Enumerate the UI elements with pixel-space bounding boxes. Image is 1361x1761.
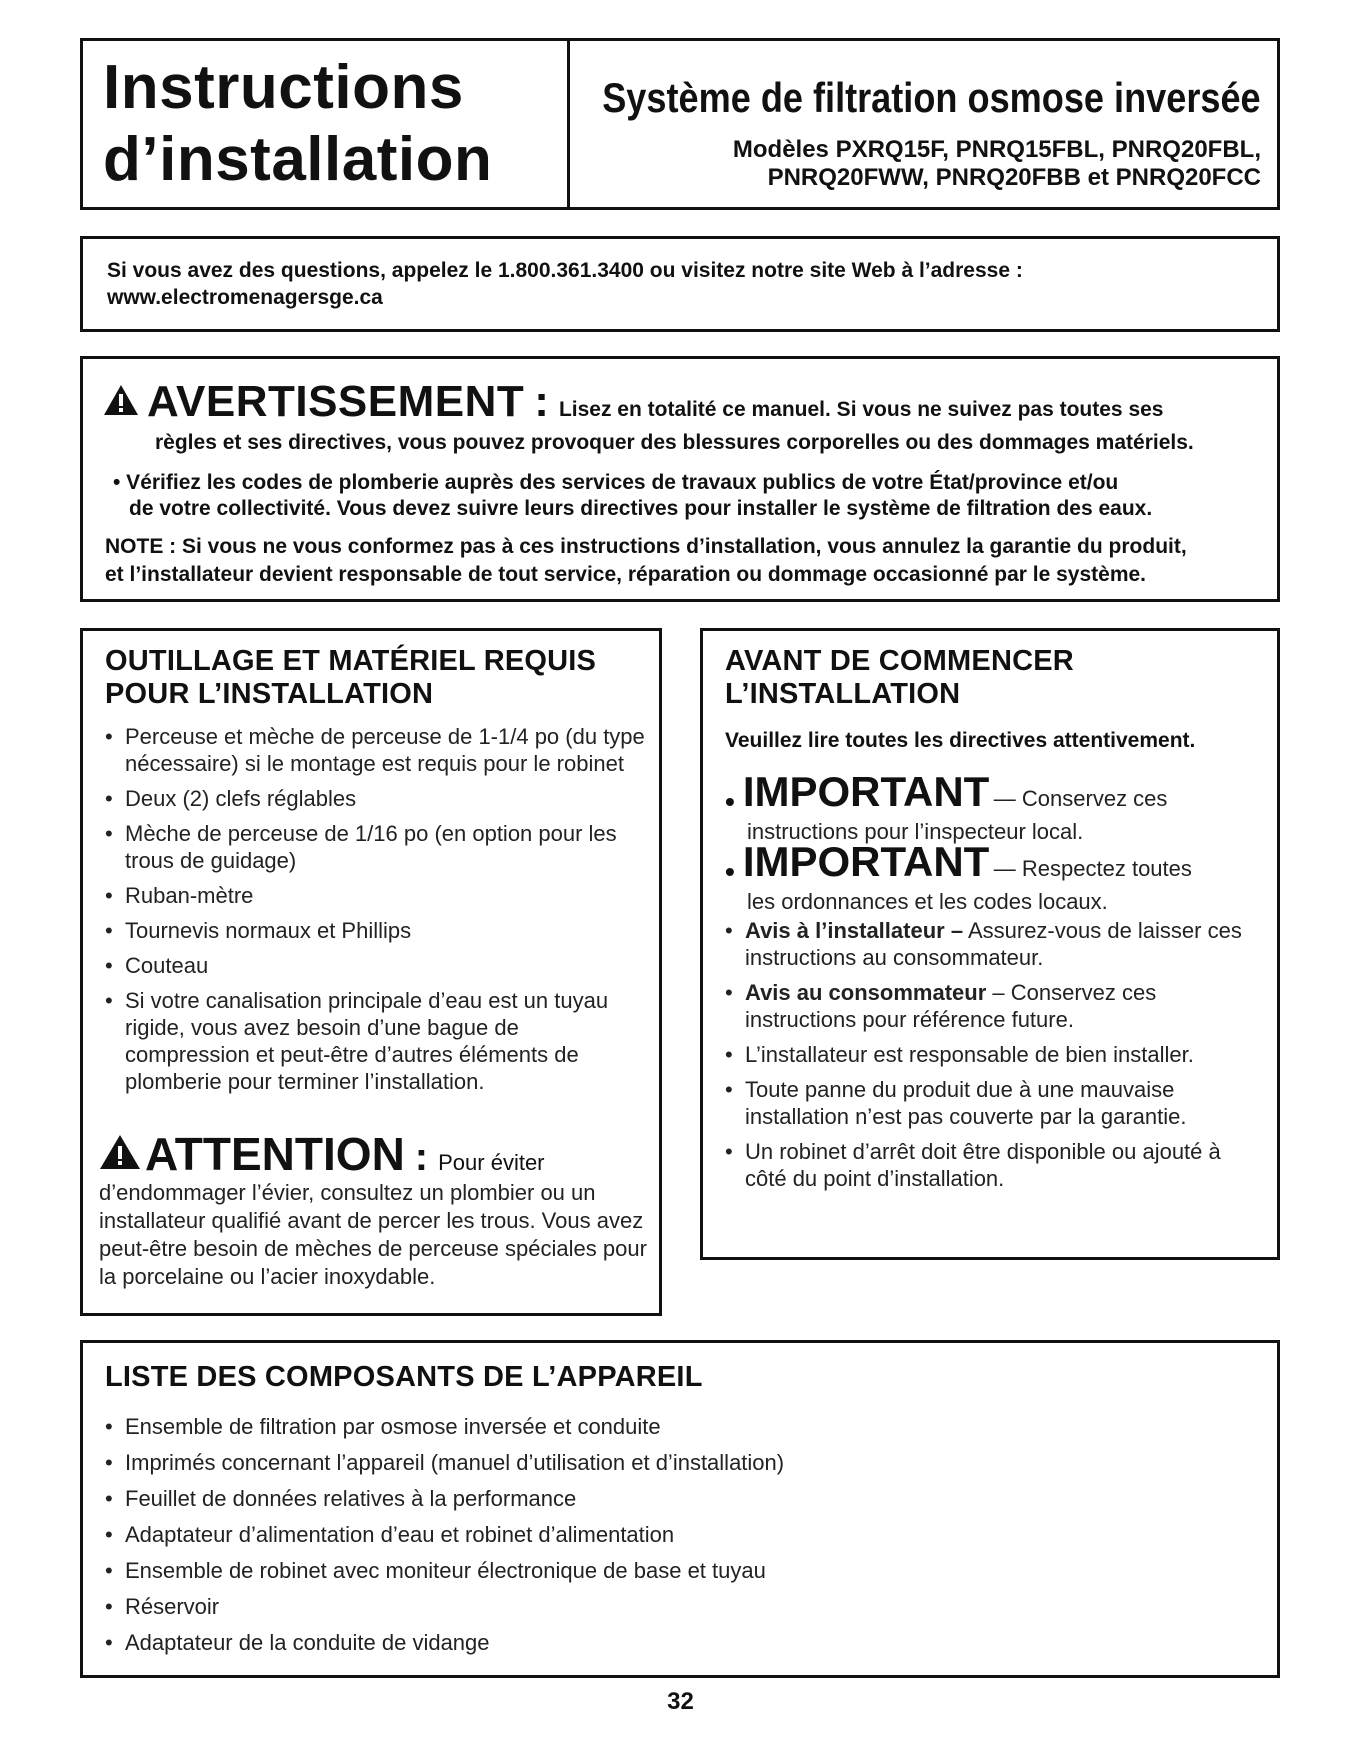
tools-heading-line-1: OUTILLAGE ET MATÉRIEL REQUIS — [105, 645, 597, 677]
components-box — [80, 1340, 1280, 1678]
warning-box — [80, 356, 1280, 602]
before-heading-line-1: AVANT DE COMMENCER — [725, 645, 1074, 677]
warning-note-line-2: et l’installateur devient responsable de tout service, réparation ou dommage occasionné par le système. — [105, 563, 1147, 586]
important-continued: les ordonnances et les codes locaux. — [747, 888, 1108, 914]
page-number: 32 — [667, 1688, 694, 1715]
warning-bullet-line-1: • Vérifiez les codes de plomberie auprès des services de travaux publics de votre État/province et/ou — [113, 471, 1119, 494]
page-header — [80, 38, 1280, 210]
list-item — [725, 1138, 1265, 1192]
attention-lead: Pour éviter — [438, 1150, 545, 1175]
components-heading: LISTE DES COMPOSANTS DE L’APPAREIL — [105, 1361, 703, 1393]
important-text: — Conservez ces — [993, 786, 1168, 811]
important-text: — Respectez toutes — [993, 856, 1192, 881]
tools-heading-line-2: POUR L’INSTALLATION — [105, 678, 434, 710]
header-title-panel — [83, 41, 570, 207]
list-item-strong: Avis au consommateur — [745, 980, 987, 1005]
important-continued: instructions pour l’inspecteur local. — [747, 818, 1084, 844]
list-item: • Tournevis normaux et Phillips — [105, 917, 649, 944]
before-heading — [725, 645, 1265, 711]
subtitle: Système de filtration osmose inversée — [602, 74, 1261, 121]
warning-bullet-line-2: de votre collectivité. Vous devez suivre leurs directives pour installer le système de filtration des eaux. — [129, 497, 1153, 520]
title-line-1: Instructions — [103, 53, 464, 122]
list-item — [725, 917, 1265, 971]
list-item: • Couteau — [105, 952, 649, 979]
list-item — [725, 1041, 1265, 1068]
components-list — [105, 1413, 1245, 1665]
contact-box — [80, 236, 1280, 332]
warning-heading — [103, 377, 1163, 427]
list-item — [725, 1076, 1265, 1130]
attention-block — [99, 1128, 651, 1291]
before-heading-line-2: L’INSTALLATION — [725, 678, 961, 710]
important-notice-2 — [725, 838, 1192, 915]
list-item: • Mèche de perceuse de 1/16 po (en option pour les trous de guidage) — [105, 820, 649, 874]
important-word: IMPORTANT — [742, 838, 990, 885]
important-notice-1 — [725, 768, 1168, 845]
list-item — [725, 979, 1265, 1033]
list-item-text: L’installateur est responsable de bien installer. — [745, 1042, 1194, 1067]
list-item: • Réservoir — [105, 1593, 1245, 1620]
list-item-text: Un robinet d’arrêt doit être disponible ou ajouté à côté du point d’installation. — [745, 1139, 1221, 1191]
before-install-box — [700, 628, 1280, 1260]
warning-lead-continued: règles et ses directives, vous pouvez provoquer des blessures corporelles ou des dommages matériels. — [155, 431, 1194, 454]
warning-title: AVERTISSEMENT — [147, 377, 525, 426]
warning-colon: : — [534, 377, 549, 426]
warning-lead: Lisez en totalité ce manuel. Si vous ne suivez pas toutes ses — [558, 398, 1164, 421]
bullet-dot: • — [725, 855, 735, 887]
models-line-2: PNRQ20FWW, PNRQ20FBB et PNRQ20FCC — [767, 164, 1261, 191]
important-word: IMPORTANT — [742, 768, 990, 815]
list-item: • Deux (2) clefs réglables — [105, 785, 649, 812]
list-item: • Si votre canalisation principale d’eau est un tuyau rigide, vous avez besoin d’une bague de compression et peut-être d’autres éléments de plomberie pour terminer l’installation. — [105, 987, 649, 1095]
list-item-text: Toute panne du produit due à une mauvaise installation n’est pas couverte par la garantie. — [745, 1077, 1187, 1129]
warning-note-line-1: NOTE : Si vous ne vous conformez pas à ces instructions d’installation, vous annulez la garantie du produit, — [105, 535, 1187, 558]
list-item: • Ruban-mètre — [105, 882, 649, 909]
tools-heading — [105, 645, 645, 711]
bullet-dot: • — [725, 785, 735, 817]
list-item-text: – Conservez ces instructions pour référence future. — [745, 980, 1157, 1032]
list-item: • Adaptateur d’alimentation d’eau et robinet d’alimentation — [105, 1521, 1245, 1548]
list-item: • Ensemble de filtration par osmose inversée et conduite — [105, 1413, 1245, 1440]
list-item-text: Assurez-vous de laisser ces instructions au consommateur. — [745, 918, 1242, 970]
attention-body: d’endommager l’évier, consultez un plombier ou un installateur qualifié avant de percer les trous. Vous avez peut-être besoin de mèches de perceuse spéciales pour la porcelaine ou l’acier inoxydable. — [99, 1180, 647, 1289]
tools-box — [80, 628, 662, 1316]
warning-triangle-icon — [99, 1134, 141, 1170]
list-item: • Feuillet de données relatives à la performance — [105, 1485, 1245, 1512]
attention-title: ATTENTION — [145, 1128, 405, 1180]
tools-list — [105, 723, 649, 1103]
warning-triangle-icon — [103, 384, 139, 416]
list-item: • Ensemble de robinet avec moniteur électronique de base et tuyau — [105, 1557, 1245, 1584]
before-intro: Veuillez lire toutes les directives attentivement. — [725, 729, 1196, 752]
list-item: • Perceuse et mèche de perceuse de 1-1/4 po (du type nécessaire) si le montage est requis pour le robinet — [105, 723, 649, 777]
list-item: • Imprimés concernant l’appareil (manuel d’utilisation et d’installation) — [105, 1449, 1245, 1476]
title-line-2: d’installation — [103, 125, 493, 194]
contact-website-link[interactable]: www.electromenagersge.ca — [107, 286, 383, 309]
contact-phone-text: Si vous avez des questions, appelez le 1.800.361.3400 ou visitez notre site Web à l’adresse : — [107, 259, 1023, 282]
header-subtitle-panel — [570, 41, 1277, 207]
attention-heading — [99, 1128, 651, 1180]
models-line-1: Modèles PXRQ15F, PNRQ15FBL, PNRQ20FBL, — [732, 136, 1261, 163]
list-item: • Adaptateur de la conduite de vidange — [105, 1629, 1245, 1656]
attention-colon: : — [414, 1135, 429, 1179]
list-item-strong: Avis à l’installateur – — [745, 918, 964, 943]
before-list — [725, 917, 1265, 1200]
